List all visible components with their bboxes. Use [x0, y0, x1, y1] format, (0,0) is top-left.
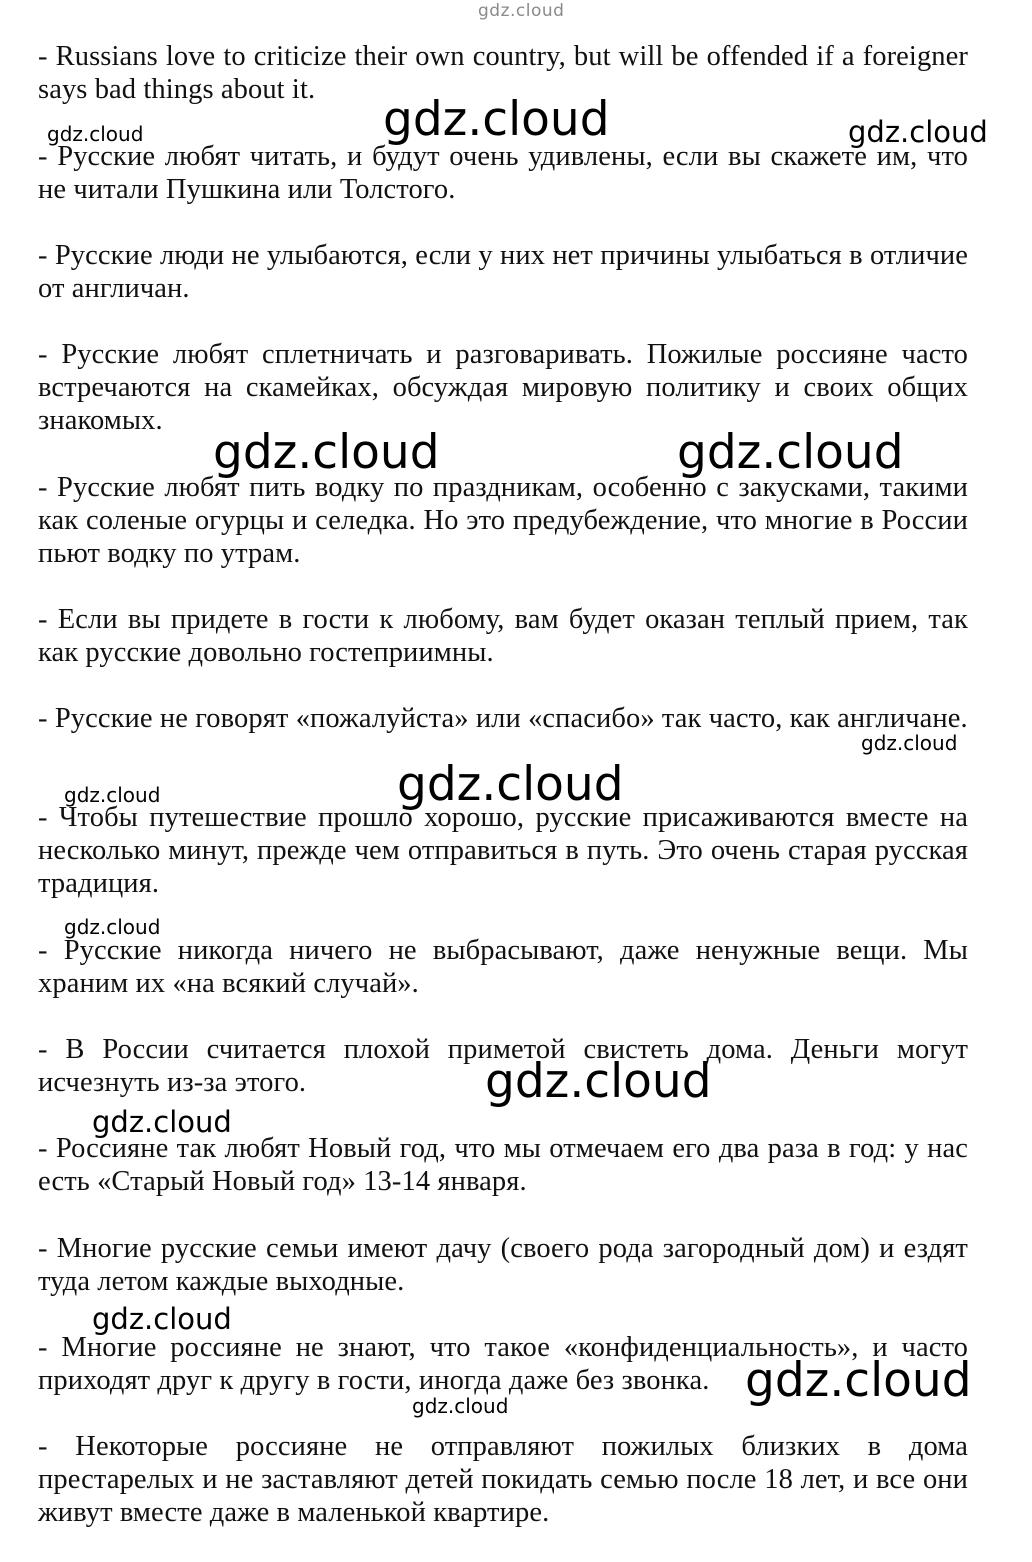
watermark-large: gdz.cloud: [677, 425, 904, 480]
watermark-large: gdz.cloud: [397, 757, 624, 812]
watermark-small: gdz.cloud: [64, 915, 161, 939]
paragraph-11: - Россияне так любят Новый год, что мы отмечаем его два раза в год: у нас есть «Старый Новый год» 13-14 января.: [38, 1133, 968, 1197]
paragraph-1: - Russians love to criticize their own country, but will be offended if a foreigner says bad things about it.: [38, 41, 968, 105]
paragraph-12: - Многие русские семьи имеют дачу (своего рода загородный дом) и ездят туда летом каждые выходные.: [38, 1233, 968, 1297]
watermark-large: gdz.cloud: [745, 1353, 972, 1408]
paragraph-14: - Некоторые россияне не отправляют пожилых близких в дома престарелых и не заставляют детей покидать семью после 18 лет, и все они живут вместе даже в маленькой квартире.: [38, 1431, 968, 1528]
watermark-large: gdz.cloud: [485, 1054, 712, 1109]
watermark-small: gdz.cloud: [47, 122, 144, 146]
watermark-medium: gdz.cloud: [92, 1302, 232, 1336]
watermark-large: gdz.cloud: [213, 425, 440, 480]
watermark-small: gdz.cloud: [861, 731, 958, 755]
paragraph-7: - Русские не говорят «пожалуйста» или «спасибо» так часто, как англичане.: [38, 703, 968, 734]
paragraph-8: - Чтобы путешествие прошло хорошо, русские присаживаются вместе на несколько минут, прежде чем отправиться в путь. Это очень старая русская традиция.: [38, 802, 968, 899]
watermark-small: gdz.cloud: [64, 783, 161, 807]
paragraph-3: - Русские люди не улыбаются, если у них нет причины улыбаться в отличие от англичан.: [38, 240, 968, 304]
watermark-medium: gdz.cloud: [848, 115, 988, 149]
paragraph-9: - Русские никогда ничего не выбрасывают, даже ненужные вещи. Мы храним их «на всякий случай».: [38, 935, 968, 999]
paragraph-5: - Русские любят пить водку по праздникам, особенно с закусками, такими как соленые огурцы и селедка. Но это предубеждение, что многие в России пьют водку по утрам.: [38, 472, 968, 569]
watermark-small: gdz.cloud: [412, 1394, 509, 1418]
paragraph-4: - Русские любят сплетничать и разговаривать. Пожилые россияне часто встречаются на скамейках, обсуждая мировую политику и своих общих знакомых.: [38, 339, 968, 436]
paragraph-13: - Многие россияне не знают, что такое «конфиденциальность», и часто приходят друг к другу в гости, иногда даже без звонка.: [38, 1332, 968, 1396]
watermark-large: gdz.cloud: [383, 92, 610, 147]
paragraph-2: - Русские любят читать, и будут очень удивлены, если вы скажете им, что не читали Пушкина или Толстого.: [38, 141, 968, 205]
paragraph-10: - В России считается плохой приметой свистеть дома. Деньги могут исчезнуть из-за этого.: [38, 1034, 968, 1098]
paragraph-6: - Если вы придете в гости к любому, вам будет оказан теплый прием, так как русские довольно гостеприимны.: [38, 604, 968, 668]
watermark-medium: gdz.cloud: [92, 1105, 232, 1139]
watermark-top: gdz.cloud: [478, 1, 565, 21]
